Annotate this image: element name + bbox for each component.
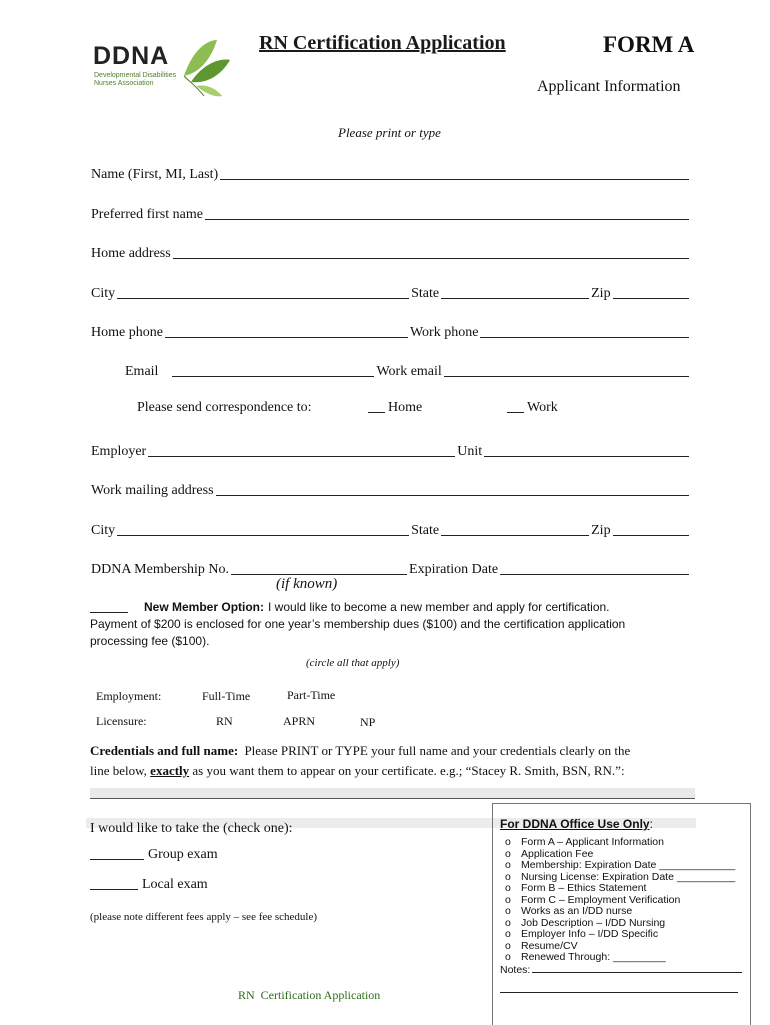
logo-subtitle-2: Nurses Association	[94, 80, 154, 87]
city2-label: City	[91, 523, 116, 538]
credentials-text-1: Please PRINT or TYPE your full name and your credentials clearly on the	[244, 743, 631, 758]
office-use-box	[492, 803, 751, 1025]
group-exam-label: Group exam	[148, 847, 218, 862]
exam-heading: I would like to take the (check one):	[90, 821, 293, 836]
office-heading: For DDNA Office Use Only	[500, 817, 650, 831]
credentials-block	[90, 741, 695, 781]
work-phone-field[interactable]	[480, 336, 689, 338]
work-mailing-label: Work mailing address	[91, 483, 214, 498]
checkbox-circle-icon: o	[505, 939, 511, 952]
checkbox-circle-icon: o	[505, 859, 511, 871]
circle-note: (circle all that apply)	[306, 657, 400, 669]
work-email-label: Work email	[376, 364, 442, 379]
checkbox-circle-icon: o	[505, 916, 511, 929]
group-exam-option[interactable]	[90, 847, 218, 863]
full-time-option[interactable]: Full-Time	[202, 689, 251, 703]
office-notes-label: Notes:	[500, 964, 531, 976]
local-exam-option[interactable]	[90, 877, 208, 893]
correspondence-label: Please send correspondence to:	[137, 400, 312, 415]
membership-label: DDNA Membership No.	[91, 562, 230, 577]
office-item-label: Resume/CV	[521, 939, 578, 952]
logo-subtitle-1: Developmental Disabilities	[94, 72, 177, 79]
office-item-label: Works as an I/DD nurse	[521, 905, 633, 917]
state-label: State	[411, 286, 440, 301]
np-option[interactable]: NP	[360, 715, 376, 729]
expiration-field[interactable]	[500, 573, 689, 575]
preferred-name-label: Preferred first name	[91, 207, 203, 222]
unit-label: Unit	[457, 444, 483, 459]
aprn-option[interactable]: APRN	[283, 714, 316, 728]
office-heading-colon: :	[649, 817, 653, 831]
state-field[interactable]	[441, 297, 589, 299]
phone-row	[91, 321, 691, 341]
corr-home-label: Home	[388, 400, 423, 415]
name-label: Name (First, MI, Last)	[91, 167, 219, 182]
zip2-label: Zip	[591, 523, 611, 538]
office-item-label: Job Description – I/DD Nursing	[521, 916, 666, 929]
office-item-label: Employer Info – I/DD Specific	[521, 928, 659, 940]
employer-row	[91, 440, 691, 460]
unit-field[interactable]	[484, 455, 689, 457]
new-member-text-1: I would like to become a new member and apply for certification.	[268, 600, 610, 614]
new-member-text-2: Payment of $200 is enclosed for one year’s membership dues ($100) and the certification application	[90, 617, 626, 631]
city-state-zip-row	[91, 282, 691, 302]
membership-field[interactable]	[231, 573, 407, 575]
checkbox-circle-icon: o	[505, 951, 511, 963]
local-exam-blank[interactable]	[90, 888, 138, 890]
zip-field[interactable]	[613, 297, 689, 299]
form-label: FORM A	[603, 32, 695, 57]
office-heading-wrap	[500, 817, 653, 831]
home-address-label: Home address	[91, 246, 171, 261]
city-state-zip-row-2	[91, 519, 691, 539]
office-item-label: Form C – Employment Verification	[521, 893, 681, 906]
licensure-label: Licensure:	[96, 714, 147, 728]
expiration-label: Expiration Date	[409, 562, 499, 577]
preferred-name-field[interactable]	[205, 218, 689, 220]
checkbox-circle-icon: o	[505, 905, 511, 917]
new-member-text-3: processing fee ($100).	[90, 634, 210, 648]
corr-work-option[interactable]	[507, 400, 558, 416]
checkbox-circle-icon: o	[505, 847, 511, 860]
local-exam-label: Local exam	[142, 877, 208, 892]
list-item[interactable]	[493, 952, 750, 964]
checkbox-circle-icon: o	[505, 882, 511, 894]
corr-home-option[interactable]	[368, 400, 422, 416]
exam-fee-note: (please note different fees apply – see fee schedule)	[90, 911, 318, 923]
zip2-field[interactable]	[613, 534, 689, 536]
new-member-blank[interactable]	[90, 611, 128, 613]
city-label: City	[91, 286, 116, 301]
email-field[interactable]	[172, 375, 374, 377]
office-notes-row	[500, 964, 744, 976]
new-member-block	[90, 599, 690, 650]
city-field[interactable]	[117, 297, 409, 299]
employer-field[interactable]	[148, 455, 455, 457]
corr-work-label: Work	[527, 400, 558, 415]
office-checklist	[493, 837, 750, 964]
preferred-name-row	[91, 203, 691, 223]
work-phone-label: Work phone	[409, 325, 479, 340]
section-title: Applicant Information	[537, 78, 681, 95]
office-item-label: Membership: Expiration Date _____________	[521, 859, 736, 871]
credentials-exactly: exactly	[150, 763, 190, 778]
membership-row	[91, 558, 691, 578]
employer-label: Employer	[91, 444, 147, 459]
ddna-logo	[86, 36, 236, 102]
work-mailing-field[interactable]	[216, 494, 689, 496]
checkbox-circle-icon: o	[505, 836, 511, 848]
checkbox-circle-icon: o	[505, 893, 511, 906]
name-row	[91, 163, 691, 183]
office-item-label: Form A – Applicant Information	[521, 836, 664, 848]
office-item-label: Renewed Through: _________	[521, 951, 666, 963]
home-address-row	[91, 242, 691, 262]
if-known-note: (if known)	[276, 576, 338, 592]
credentials-text-2b: as you want them to appear on your certificate. e.g.; “Stacey R. Smith, BSN, RN.”:	[192, 763, 625, 778]
instruction-text: Please print or type	[338, 125, 441, 140]
group-exam-blank[interactable]	[90, 858, 144, 860]
corr-home-blank[interactable]	[368, 411, 385, 413]
credentials-label: Credentials and full name:	[90, 743, 239, 758]
rn-option[interactable]: RN	[216, 714, 233, 728]
home-address-field[interactable]	[173, 257, 689, 259]
state2-label: State	[411, 523, 440, 538]
new-member-label: New Member Option:	[144, 600, 265, 614]
home-phone-label: Home phone	[91, 325, 163, 340]
credentials-text-2a: line below,	[90, 763, 147, 778]
office-item-label: Application Fee	[521, 847, 594, 860]
employment-label: Employment:	[96, 689, 162, 703]
checkbox-circle-icon: o	[505, 870, 511, 883]
work-mailing-row	[91, 479, 691, 499]
corr-work-blank[interactable]	[507, 411, 524, 413]
footer-title: RN Certification Application	[238, 988, 381, 1002]
credentials-field[interactable]	[90, 788, 695, 799]
office-item-label: Nursing License: Expiration Date __________	[521, 870, 736, 883]
page-title: RN Certification Application	[259, 32, 506, 54]
logo-text: DDNA	[93, 42, 170, 70]
office-notes-line-2[interactable]	[500, 992, 738, 993]
work-email-field[interactable]	[444, 375, 689, 377]
zip-label: Zip	[591, 286, 611, 301]
part-time-option[interactable]: Part-Time	[287, 688, 336, 702]
city2-field[interactable]	[117, 534, 409, 536]
state2-field[interactable]	[441, 534, 589, 536]
office-notes-field[interactable]	[532, 971, 742, 973]
office-item-label: Form B – Ethics Statement	[521, 882, 647, 894]
home-phone-field[interactable]	[165, 336, 408, 338]
checkbox-circle-icon: o	[505, 928, 511, 940]
email-label: Email	[125, 364, 159, 379]
email-row	[125, 360, 691, 380]
name-field[interactable]	[220, 178, 689, 180]
